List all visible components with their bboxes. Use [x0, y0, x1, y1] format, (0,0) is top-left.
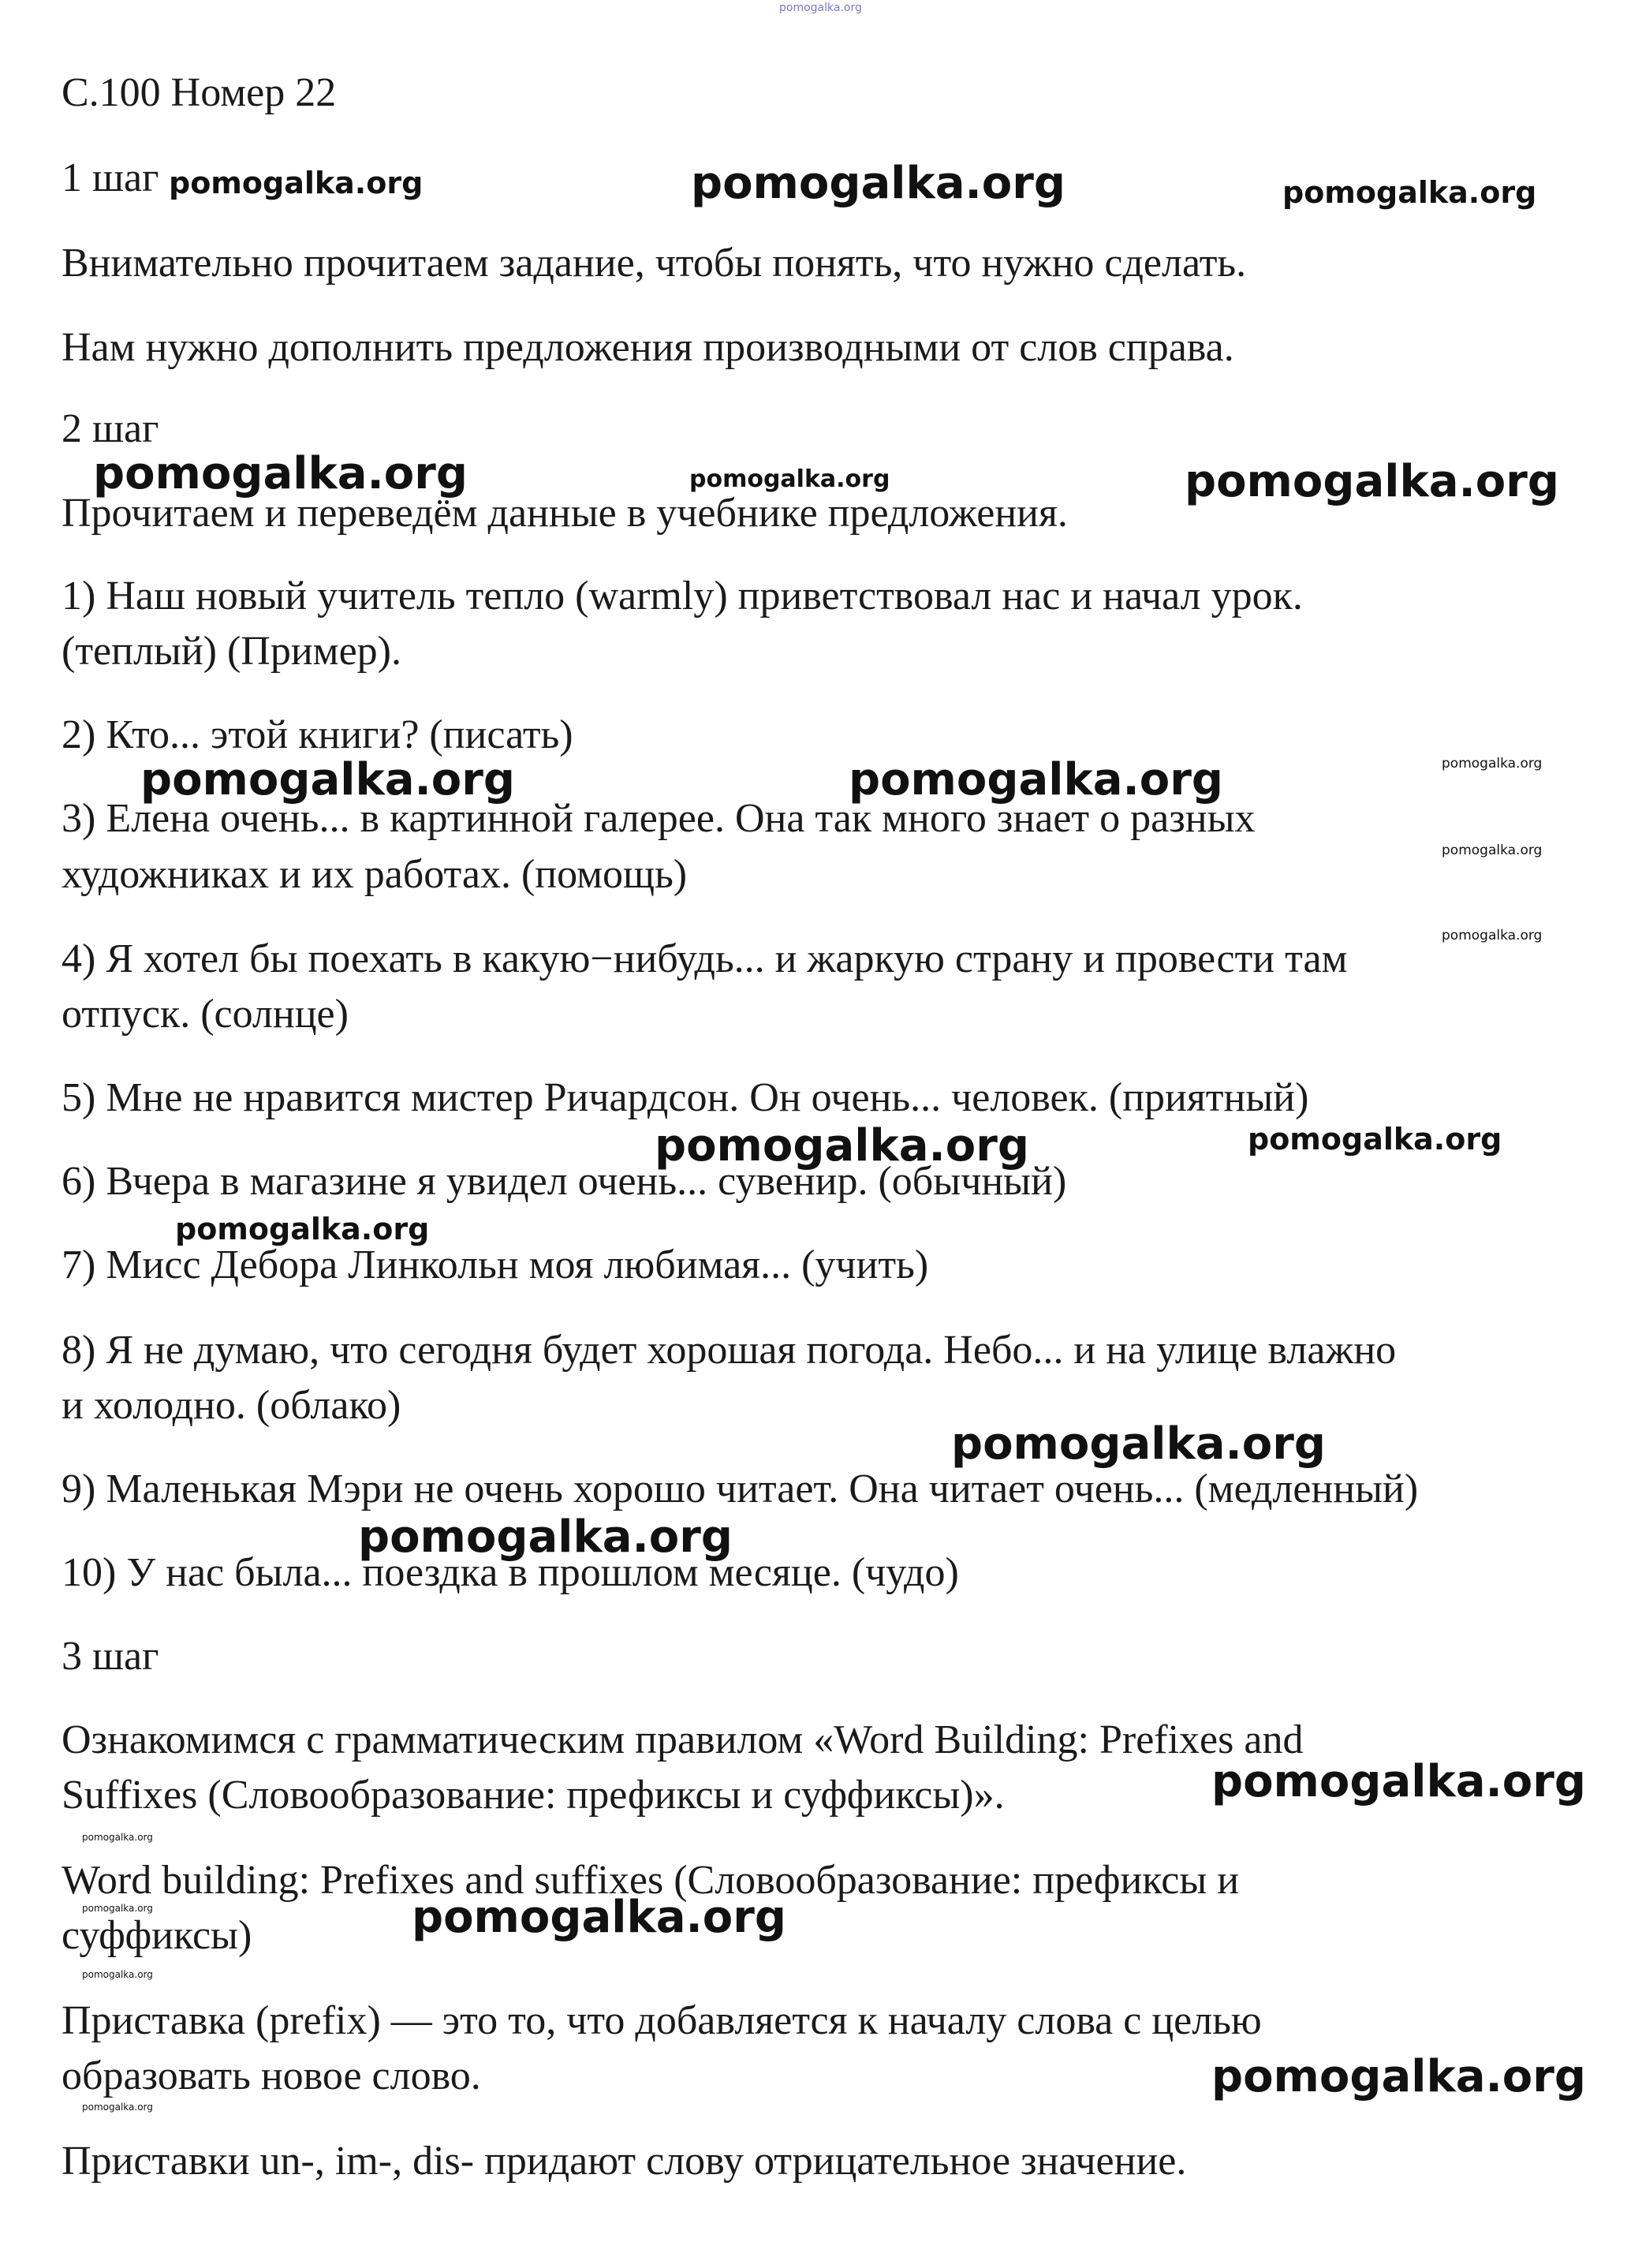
- watermark: pomogalka.org: [82, 1969, 153, 1980]
- step-2-label: 2 шаг: [62, 406, 159, 451]
- rule-line: Word building: Prefixes and suffixes (Словообразование: префиксы и: [62, 1858, 1240, 1903]
- watermark: pomogalka.org: [82, 1903, 153, 1914]
- watermark: pomogalka.org: [140, 754, 515, 805]
- sentence-line: (теплый) (Пример).: [62, 629, 401, 674]
- watermark: pomogalka.org: [691, 158, 1065, 209]
- sentence-line: отпуск. (солнце): [62, 992, 349, 1037]
- watermark: pomogalka.org: [1442, 843, 1543, 858]
- watermark: pomogalka.org: [1248, 1122, 1502, 1156]
- sentence-line: художниках и их работах. (помощь): [62, 852, 688, 897]
- paragraph: Прочитаем и переведём данные в учебнике предложения.: [62, 491, 1068, 536]
- step-3-label: 3 шаг: [62, 1634, 159, 1679]
- watermark: pomogalka.org: [93, 448, 468, 499]
- watermark: pomogalka.org: [849, 754, 1223, 805]
- watermark: pomogalka.org: [169, 166, 424, 200]
- watermark: pomogalka.org: [358, 1511, 733, 1563]
- watermark: pomogalka.org: [1185, 456, 1559, 507]
- watermark: pomogalka.org: [1211, 2051, 1586, 2102]
- rule-line: образовать новое слово.: [62, 2053, 481, 2098]
- watermark: pomogalka.org: [655, 1120, 1029, 1171]
- sentence-line: и холодно. (облако): [62, 1383, 401, 1428]
- sentence-line: 7) Мисс Дебора Линкольн моя любимая... (учить): [62, 1242, 929, 1287]
- watermark: pomogalka.org: [1211, 1756, 1586, 1807]
- sentence-line: 6) Вчера в магазине я увидел очень... сувенир. (обычный): [62, 1159, 1067, 1204]
- page-title: С.100 Номер 22: [62, 70, 337, 115]
- watermark: pomogalka.org: [175, 1212, 430, 1246]
- watermark: pomogalka.org: [779, 2, 862, 14]
- sentence-line: 2) Кто... этой книги? (писать): [62, 712, 573, 757]
- sentence-line: 8) Я не думаю, что сегодня будет хорошая погода. Небо... и на улице влажно: [62, 1328, 1397, 1373]
- rule-line: Приставка (prefix) — это то, что добавляется к началу слова с целью: [62, 1998, 1262, 2043]
- paragraph: Нам нужно дополнить предложения производными от слов справа.: [62, 325, 1234, 370]
- watermark: pomogalka.org: [82, 1832, 153, 1843]
- sentence-line: 10) У нас была... поездка в прошлом месяце. (чудо): [62, 1550, 959, 1595]
- sentence-line: 1) Наш новый учитель тепло (warmly) приветствовал нас и начал урок.: [62, 574, 1303, 618]
- rule-line: Suffixes (Словообразование: префиксы и суффиксы)».: [62, 1773, 1005, 1818]
- watermark: pomogalka.org: [1442, 756, 1543, 772]
- sentence-line: 4) Я хотел бы поехать в какую−нибудь... и жаркую страну и провести там: [62, 936, 1348, 981]
- watermark: pomogalka.org: [951, 1418, 1326, 1470]
- watermark: pomogalka.org: [1282, 175, 1537, 210]
- watermark: pomogalka.org: [82, 2102, 153, 2113]
- sentence-line: 9) Маленькая Мэри не очень хорошо читает. Она читает очень... (медленный): [62, 1467, 1419, 1511]
- rule-line: суффиксы): [62, 1913, 252, 1958]
- sentence-line: 5) Мне не нравится мистер Ричардсон. Он очень... человек. (приятный): [62, 1075, 1309, 1120]
- rule-line: Приставки un-, im-, dis- придают слову отрицательное значение.: [62, 2139, 1187, 2184]
- sentence-line: 3) Елена очень... в картинной галерее. Она так много знает о разных: [62, 796, 1256, 841]
- rule-line: Ознакомимся с грамматическим правилом «Word Building: Prefixes and: [62, 1717, 1304, 1762]
- paragraph: Внимательно прочитаем задание, чтобы понять, что нужно сделать.: [62, 241, 1247, 286]
- watermark: pomogalka.org: [689, 465, 890, 493]
- watermark: pomogalka.org: [1442, 928, 1543, 943]
- step-1-label: 1 шаг: [62, 155, 159, 200]
- watermark: pomogalka.org: [412, 1892, 786, 1943]
